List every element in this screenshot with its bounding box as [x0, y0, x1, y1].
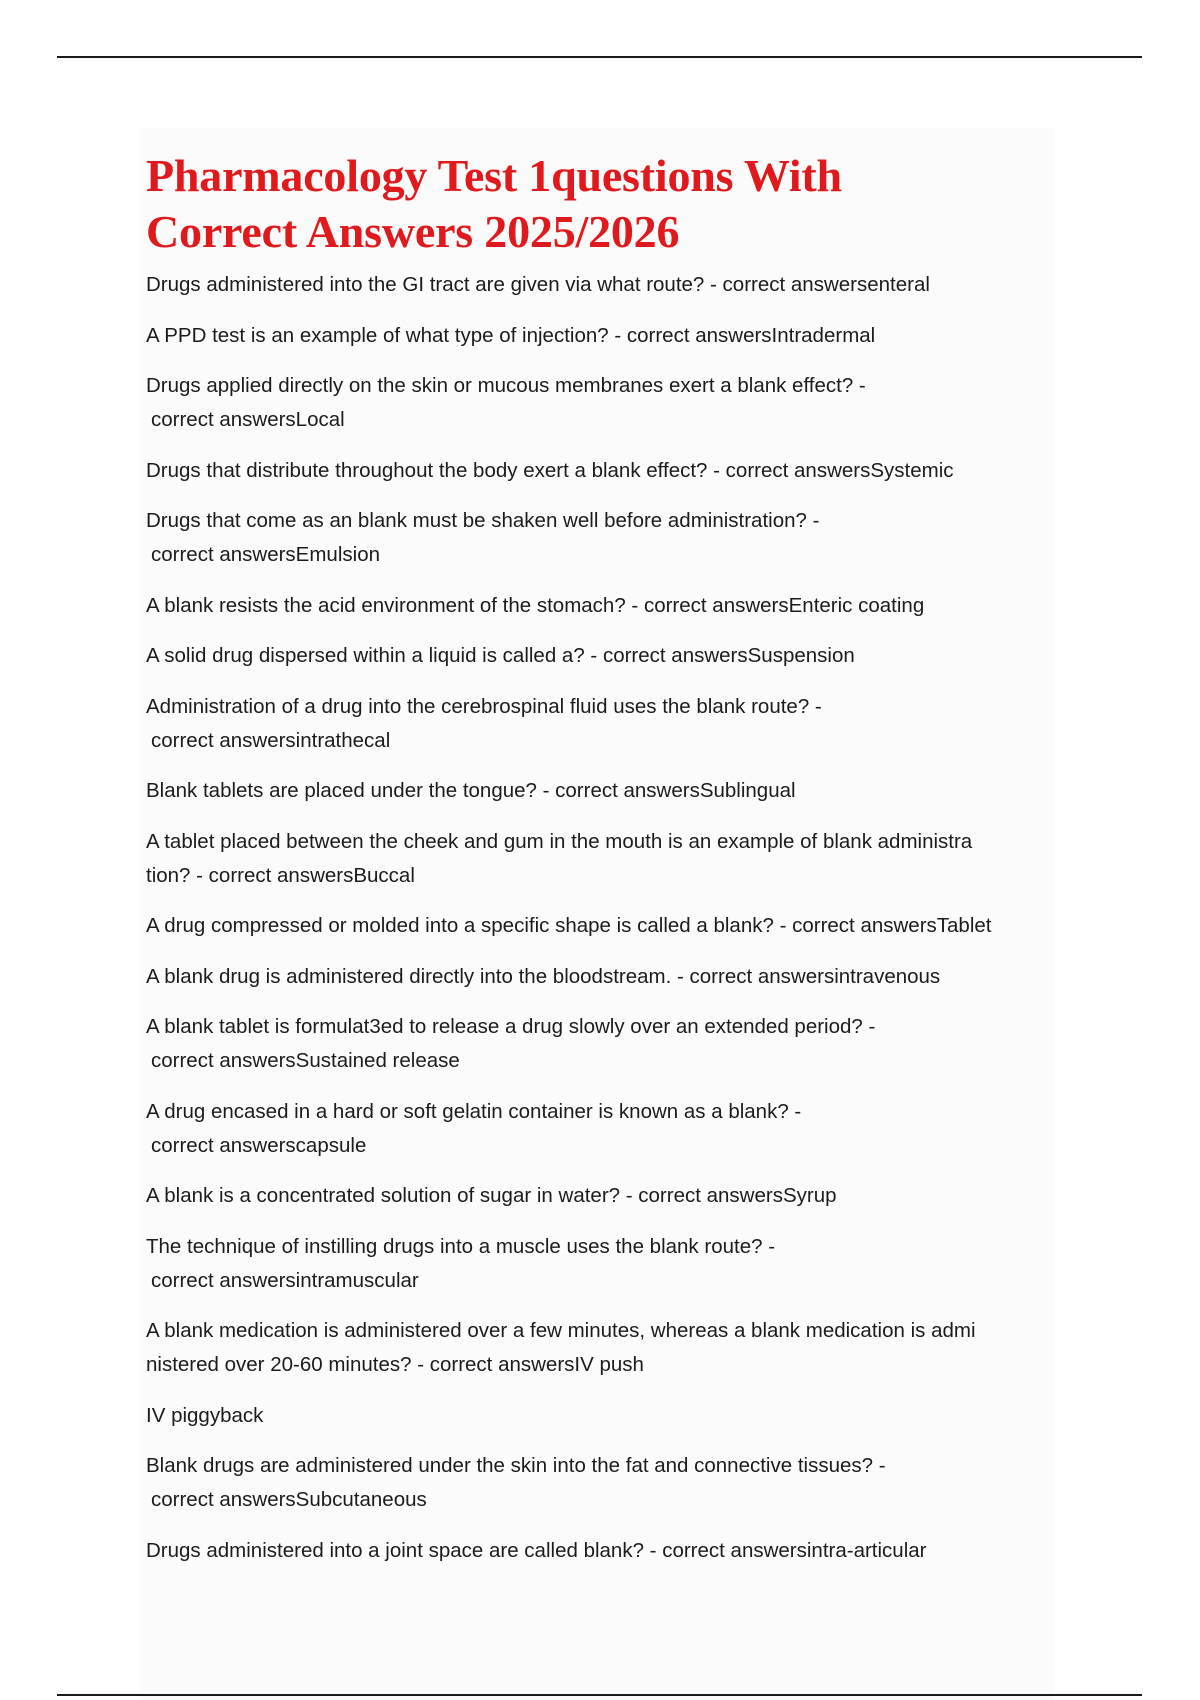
- qa-text: A tablet placed between the cheek and gum in the mouth is an example of blank administra: [146, 829, 973, 853]
- qa-item: [146, 319, 1066, 353]
- qa-text: Blank tablets are placed under the tongue? - correct answersSublingual: [146, 779, 796, 802]
- qa-item: [146, 1230, 1066, 1298]
- qa-item: [146, 774, 1066, 808]
- qa-text: Drugs that come as an blank must be shaken well before administration? -: [146, 509, 820, 532]
- document-body: [146, 148, 1066, 1584]
- qa-answer: nistered over 20-60 minutes? - correct answersIV push: [146, 1353, 644, 1376]
- qa-item: [146, 1449, 1066, 1517]
- document-title: [146, 148, 1066, 260]
- qa-item: [146, 1534, 1066, 1568]
- qa-item: [146, 1399, 1066, 1433]
- qa-item: [146, 1095, 1066, 1163]
- qa-item: [146, 589, 1066, 623]
- qa-text: A drug compressed or molded into a specific shape is called a blank? - correct answersTablet: [146, 914, 992, 937]
- qa-item: [146, 690, 1066, 758]
- qa-text: Drugs applied directly on the skin or mucous membranes exert a blank effect? -: [146, 374, 866, 397]
- qa-item: [146, 454, 1066, 488]
- qa-answer: correct answersSustained release: [151, 1049, 460, 1072]
- qa-text: The technique of instilling drugs into a muscle uses the blank route? -: [146, 1234, 776, 1258]
- qa-answer: correct answersintrathecal: [151, 728, 391, 752]
- qa-text: A drug encased in a hard or soft gelatin container is known as a blank? -: [146, 1099, 802, 1123]
- qa-text: A blank tablet is formulat3ed to release a drug slowly over an extended period? -: [146, 1015, 876, 1038]
- qa-text: Drugs administered into a joint space are called blank? - correct answersintra-articular: [146, 1538, 927, 1562]
- qa-item: [146, 1314, 1066, 1382]
- qa-item: [146, 639, 1066, 673]
- qa-text: Administration of a drug into the cerebrospinal fluid uses the blank route? -: [146, 694, 822, 718]
- qa-item: [146, 369, 1066, 437]
- qa-item: [146, 504, 1066, 572]
- title-line-2: Correct Answers 2025/2026: [146, 206, 680, 257]
- qa-answer: correct answersLocal: [151, 408, 345, 431]
- qa-text: A blank drug is administered directly into the bloodstream. - correct answersintravenous: [146, 964, 941, 988]
- title-line-1: Pharmacology Test 1questions With: [146, 150, 842, 201]
- qa-text: Drugs administered into the GI tract are given via what route? - correct answersenteral: [146, 273, 930, 296]
- qa-item: [146, 960, 1066, 994]
- qa-answer: correct answersSubcutaneous: [151, 1488, 427, 1511]
- qa-answer: correct answersintramuscular: [151, 1268, 419, 1292]
- qa-answer: tion? - correct answersBuccal: [146, 863, 415, 887]
- qa-text: A PPD test is an example of what type of injection? - correct answersIntradermal: [146, 323, 876, 347]
- footer-rule: [57, 1694, 1142, 1696]
- qa-text: A blank is a concentrated solution of sugar in water? - correct answersSyrup: [146, 1184, 837, 1207]
- qa-text: IV piggyback: [146, 1403, 264, 1427]
- qa-text: Drugs that distribute throughout the body exert a blank effect? - correct answersSystemic: [146, 458, 954, 482]
- qa-item: [146, 1179, 1066, 1213]
- qa-text: A blank resists the acid environment of the stomach? - correct answersEnteric coating: [146, 593, 925, 617]
- qa-answer: correct answersEmulsion: [151, 543, 380, 566]
- qa-list: [146, 268, 1066, 1568]
- qa-item: [146, 825, 1066, 893]
- qa-text: Blank drugs are administered under the skin into the fat and connective tissues? -: [146, 1454, 886, 1477]
- qa-item: [146, 1010, 1066, 1078]
- header-rule: [57, 56, 1142, 58]
- qa-answer: correct answerscapsule: [151, 1133, 367, 1157]
- qa-item: [146, 909, 1066, 943]
- qa-text: A solid drug dispersed within a liquid is called a? - correct answersSuspension: [146, 644, 855, 667]
- qa-item: [146, 268, 1066, 302]
- qa-text: A blank medication is administered over a few minutes, whereas a blank medication is admi: [146, 1319, 976, 1342]
